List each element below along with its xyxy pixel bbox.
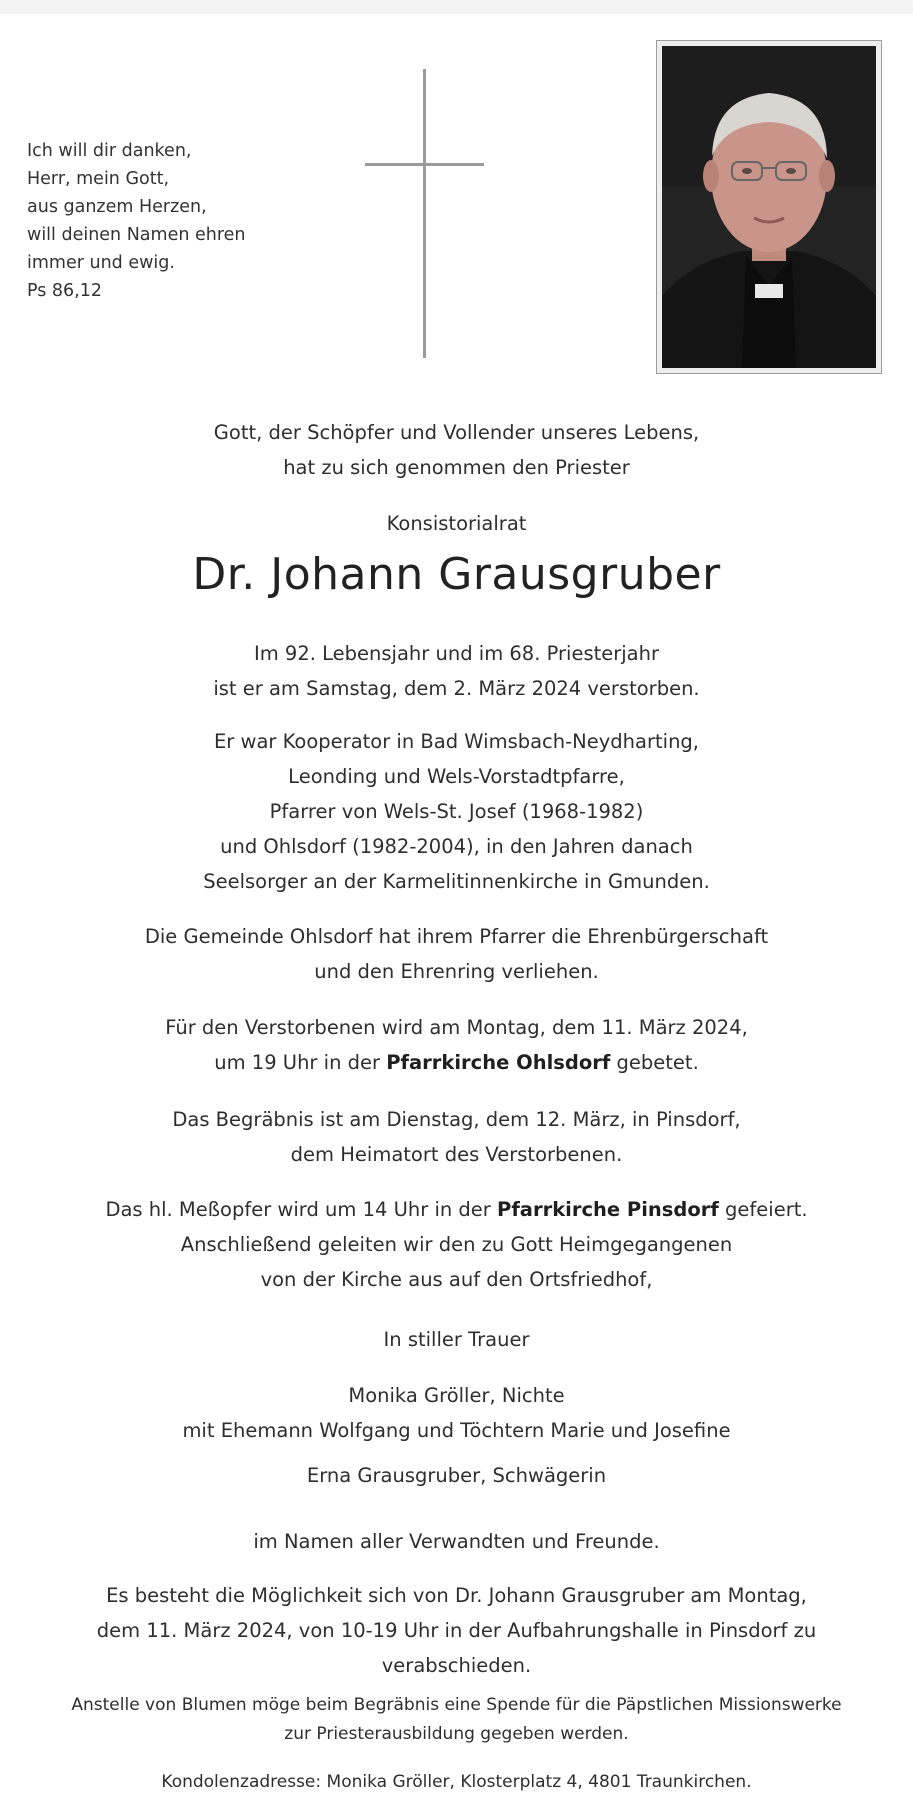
intro-text [0, 415, 913, 485]
career-line: Pfarrer von Wels-St. Josef (1968-1982) [269, 800, 644, 823]
prayer-line-end: gebetet. [610, 1051, 699, 1074]
mass-line-start: Das hl. Meßopfer wird um 14 Uhr in der [105, 1198, 498, 1221]
mourner-first [0, 1378, 913, 1448]
prayer-line-start: um 19 Uhr in der [214, 1051, 387, 1074]
honorific-title: Konsistorialrat [386, 512, 527, 535]
portrait-photo [656, 40, 882, 374]
psalm-line: Herr, mein Gott, [27, 169, 170, 189]
psalm-line: immer und ewig. [27, 253, 175, 273]
honors-line: und den Ehrenring verliehen. [314, 960, 599, 983]
burial-text [0, 1102, 913, 1172]
prayer-line [0, 1045, 913, 1080]
death-notice-line: ist er am Samstag, dem 2. März 2024 verstorben. [213, 677, 700, 700]
donation-line: Anstelle von Blumen möge beim Begräbnis eine Spende für die Päpstlichen Missionswerke [71, 1695, 842, 1715]
cross-vertical-bar [423, 69, 426, 358]
farewell-line: verabschieden. [381, 1654, 532, 1677]
psalm-line: aus ganzem Herzen, [27, 197, 207, 217]
honors-line: Die Gemeinde Ohlsdorf hat ihrem Pfarrer die Ehrenbürgerschaft [144, 925, 769, 948]
mass-line: von der Kirche aus auf den Ortsfriedhof, [260, 1268, 653, 1291]
psalm-line: Ich will dir danken, [27, 141, 192, 161]
psalm-verse [27, 137, 246, 305]
mass-church: Pfarrkirche Pinsdorf [497, 1198, 719, 1221]
death-notice [0, 636, 913, 706]
top-strip [0, 0, 913, 14]
farewell-line: Es besteht die Möglichkeit sich von Dr. Johann Grausgruber am Montag, [106, 1584, 807, 1607]
prayer-text [0, 1010, 913, 1080]
priest-portrait-icon [662, 46, 876, 368]
deceased-name: Dr. Johann Grausgruber [192, 549, 721, 600]
mass-line-end: gefeiert. [718, 1198, 808, 1221]
farewell-line: dem 11. März 2024, von 10-19 Uhr in der Aufbahrungshalle in Pinsdorf zu [96, 1619, 817, 1642]
mass-line [0, 1192, 913, 1227]
donation-text [0, 1691, 913, 1749]
intro-line: hat zu sich genommen den Priester [283, 456, 630, 479]
mourner-second: Erna Grausgruber, Schwägerin [306, 1464, 607, 1487]
mourner-line: Monika Gröller, Nichte [348, 1384, 565, 1407]
mass-text [0, 1192, 913, 1297]
career-line: Er war Kooperator in Bad Wimsbach-Neydharting, [213, 730, 700, 753]
farewell-text [0, 1578, 913, 1683]
intro-line: Gott, der Schöpfer und Vollender unseres Lebens, [213, 421, 700, 444]
honors-text [0, 919, 913, 989]
burial-line: Das Begräbnis ist am Dienstag, dem 12. März, in Pinsdorf, [172, 1108, 741, 1131]
psalm-reference: Ps 86,12 [27, 281, 103, 301]
death-notice-line: Im 92. Lebensjahr und im 68. Priesterjahr [253, 642, 660, 665]
career-text [0, 724, 913, 899]
prayer-church: Pfarrkirche Ohlsdorf [386, 1051, 611, 1074]
career-line: Seelsorger an der Karmelitinnenkirche in Gmunden. [203, 870, 710, 893]
cross-horizontal-bar [365, 163, 484, 166]
mourner-line: mit Ehemann Wolfgang und Töchtern Marie und Josefine [182, 1419, 731, 1442]
prayer-line: Für den Verstorbenen wird am Montag, dem 11. März 2024, [165, 1016, 748, 1039]
career-line: Leonding und Wels-Vorstadtpfarre, [288, 765, 625, 788]
mourning-heading: In stiller Trauer [383, 1328, 530, 1351]
condolence-address: Kondolenzadresse: Monika Gröller, Klosterplatz 4, 4801 Traunkirchen. [161, 1772, 752, 1792]
mass-line: Anschließend geleiten wir den zu Gott Heimgegangenen [180, 1233, 733, 1256]
career-line: und Ohlsdorf (1982-2004), in den Jahren danach [220, 835, 693, 858]
burial-line: dem Heimatort des Verstorbenen. [290, 1143, 623, 1166]
donation-line: zur Priesterausbildung gegeben werden. [284, 1724, 629, 1744]
mourners-all: im Namen aller Verwandten und Freunde. [253, 1530, 660, 1553]
psalm-line: will deinen Namen ehren [27, 225, 246, 245]
